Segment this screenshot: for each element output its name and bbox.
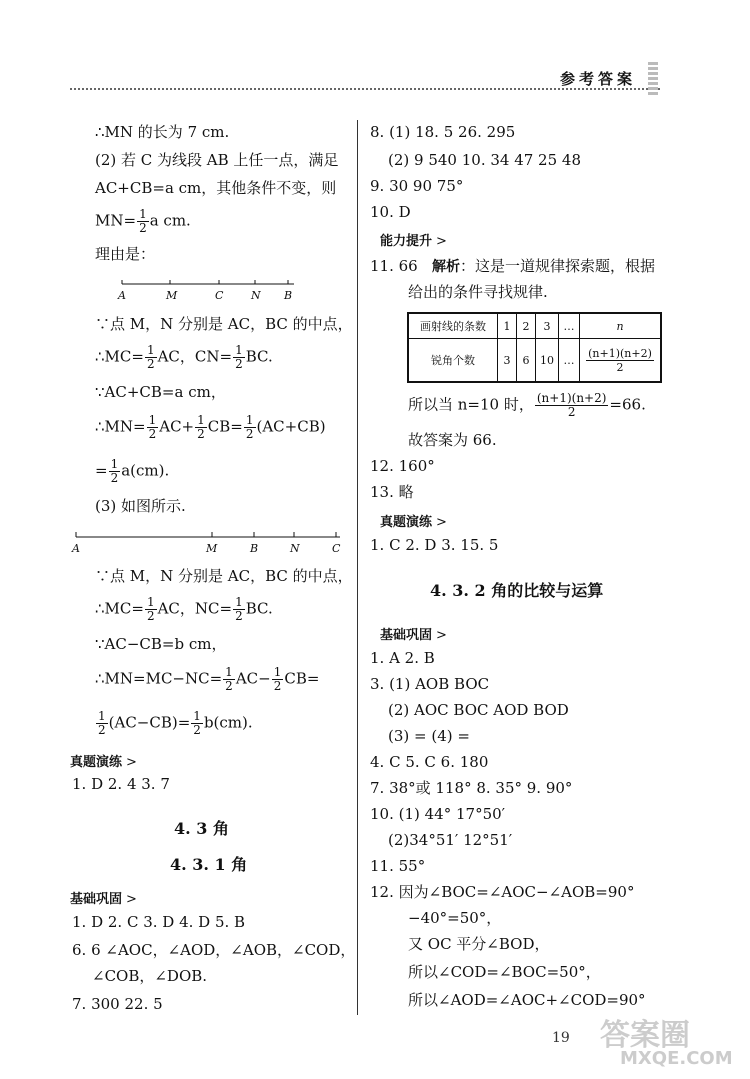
answer-line: 1. D 2. 4 3. 7 (72, 775, 170, 793)
header-title: 参考答案 (560, 70, 637, 88)
column-divider (357, 120, 358, 1015)
answer-line: (2)34°51′ 12°51′ (388, 831, 513, 849)
answer-line: 所以∠AOD=∠AOC+∠COD=90° (408, 991, 646, 1009)
table-cell: 画射线的条数 (408, 313, 498, 339)
answer-line: 3. (1) AOB BOC (370, 675, 490, 693)
section-label-jichu: 基础巩固 > (380, 628, 447, 643)
point-label: B (250, 542, 259, 555)
answer-line: −40°=50°， (408, 909, 502, 927)
text-line: ∴MN 的长为 7 cm. (95, 123, 230, 141)
answer-line: 8. (1) 18. 5 26. 295 (370, 123, 516, 141)
chevron-right-icon: > (126, 892, 137, 907)
header-bar-decoration (648, 62, 658, 96)
point-label: C (332, 542, 341, 555)
text-line: ∵点 M，N 分别是 AC，BC 的中点， (95, 315, 353, 333)
point-label: M (206, 542, 218, 555)
formula-line: ∴MN= $\frac{1}{2}$ AC+ $\frac{1}{2}$ CB= $\frac{1}{2}$ (AC+CB) (95, 413, 326, 441)
answer-line: 9. 30 90 75° (370, 177, 464, 195)
table-cell: … (559, 339, 580, 383)
answer-line: 12. 160° (370, 457, 435, 475)
answer-line: ∠COB，∠DOB. (92, 967, 208, 985)
answer-line: 1. D 2. C 3. D 4. D 5. B (72, 913, 246, 931)
answer-line: (2) 9 540 10. 34 47 25 48 (388, 151, 582, 169)
table-cell: 1 (498, 313, 517, 339)
chevron-right-icon: > (436, 515, 447, 530)
point-label: A (72, 542, 80, 555)
section-label-nengli: 能力提升 > (380, 234, 447, 249)
section-label-jichu: 基础巩固 > (70, 892, 137, 907)
text-line: ∵AC+CB=a cm， (95, 383, 226, 401)
answer-line: 10. (1) 44° 17°50′ (370, 805, 506, 823)
point-label: N (251, 289, 261, 302)
formula-line: $\frac{1}{2}$ (AC−CB)= $\frac{1}{2}$ b(cm). (98, 709, 253, 737)
table-cell: n (580, 313, 662, 339)
point-label: A (118, 289, 126, 302)
answer-line: 7. 300 22. 5 (72, 995, 163, 1013)
text-line: ∵点 M，N 分别是 AC，BC 的中点， (95, 567, 353, 585)
answer-line: 又 OC 平分∠BOD， (408, 935, 550, 953)
formula-line: ∴MN=MC−NC= $\frac{1}{2}$ AC− $\frac{1}{2}$ CB= (95, 665, 320, 693)
answer-line: 7. 38°或 118° 8. 35° 9. 90° (370, 779, 573, 797)
answer-line: 1. C 2. D 3. 15. 5 (370, 536, 499, 554)
text-line: AC+CB=a cm，其他条件不变，则 (95, 179, 337, 197)
page-number: 19 (552, 1030, 570, 1046)
answer-line: 所以∠COD=∠BOC=50°， (408, 963, 601, 981)
table-cell: 锐角个数 (408, 339, 498, 383)
answer-line: 11. 55° (370, 857, 426, 875)
subsection-heading: 4. 3. 2 角的比较与运算 (430, 581, 604, 600)
table-cell: 3 (498, 339, 517, 383)
point-label: N (290, 542, 300, 555)
answer-line: 6. 6 ∠AOC，∠AOD，∠AOB，∠COD， (72, 941, 356, 959)
answer-line: (3) = (4) = (388, 727, 470, 745)
answer-line: 13. 略 (370, 483, 414, 501)
answer-line: 4. C 5. C 6. 180 (370, 753, 489, 771)
fraction: $\frac{1}{2}$ (139, 207, 147, 235)
answer-line: 12. 因为∠BOC=∠AOC−∠AOB=90° (370, 883, 635, 901)
point-label: M (166, 289, 178, 302)
chevron-right-icon: > (126, 755, 137, 770)
table-cell: 2 (517, 313, 536, 339)
text-line: (3) 如图所示. (95, 497, 186, 515)
table-cell: 6 (517, 339, 536, 383)
formula-line: ∴MC= $\frac{1}{2}$ AC，NC= $\frac{1}{2}$ BC. (95, 595, 273, 623)
table-cell: … (559, 313, 580, 339)
point-label: C (215, 289, 224, 302)
section-label-zhenti: 真题演练 > (380, 515, 447, 530)
text-line: 故答案为 66. (408, 431, 497, 449)
text-line: 理由是： (95, 245, 156, 263)
text-line: ∵AC−CB=b cm， (95, 635, 227, 653)
answer-line: 11. 66 解析：这是一道规律探索题，根据 (370, 257, 656, 275)
formula-line: MN= $\frac{1}{2}$ a cm. (95, 207, 191, 235)
text-line: 给出的条件寻找规律. (408, 283, 548, 301)
watermark-url: MXQE.COM (620, 1048, 733, 1069)
formula-line: ∴MC= $\frac{1}{2}$ AC，CN= $\frac{1}{2}$ BC. (95, 343, 273, 371)
answer-line: 10. D (370, 203, 411, 221)
watermark-logo: 答案圈 (600, 1018, 690, 1053)
text-line: (2) 若 C 为线段 AB 上任一点，满足 (95, 151, 339, 169)
chevron-right-icon: > (436, 234, 447, 249)
section-heading: 4. 3 角 (174, 819, 229, 838)
chevron-right-icon: > (436, 628, 447, 643)
formula-line: = $\frac{1}{2}$ a(cm). (95, 457, 170, 485)
point-label: B (284, 289, 293, 302)
subsection-heading: 4. 3. 1 角 (170, 855, 248, 874)
table-cell: 10 (536, 339, 559, 383)
segment-figure-1 (118, 276, 308, 302)
table-cell: 3 (536, 313, 559, 339)
answer-line: 1. A 2. B (370, 649, 435, 667)
formula-line: 所以当 n=10 时， $\frac{(n+1)(n+2)}{2}$ =66. (408, 391, 646, 419)
section-label-zhenti: 真题演练 > (70, 755, 137, 770)
pattern-table (407, 312, 662, 383)
table-cell-fraction: $\frac{(n+1)(n+2)}{2}$ (580, 339, 662, 383)
answer-line: (2) AOC BOC AOD BOD (388, 701, 569, 719)
